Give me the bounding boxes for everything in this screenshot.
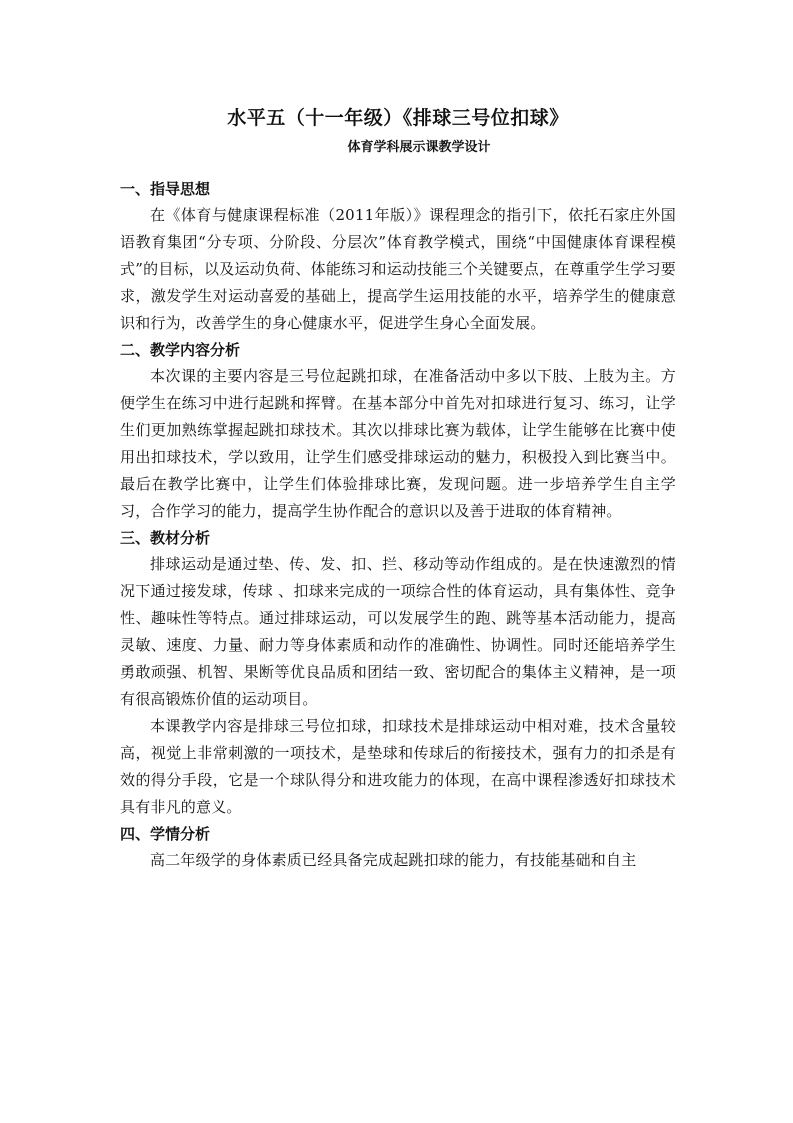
- paragraph: 在《体育与健康课程标准（2011年版）》课程理念的指引下，依托石家庄外国语教育集团“分专项、分阶段、分层次”体育教学模式，围绕“中国健康体育课程模式”的目标，以及运动负荷、体能练习和运动技能三个关键要点，在尊重学生学习要求，激发学生对运动喜爱的基础上，提高学生运用技能的水平，培养学生的健康意识和行为，改善学生的身心健康水平，促进学生身心全面发展。: [120, 206, 676, 332]
- paragraph: 本次课的主要内容是三号位起跳扣球，在准备活动中多以下肢、上肢为主。方便学生在练习中进行起跳和挥臂。在基本部分中首先对扣球进行复习、练习，让学生们更加熟练掌握起跳扣球技术。其次以排球比赛为载体，让学生能够在比赛中使用出扣球技术，学以致用，让学生们感受排球运动的魅力，积极投入到比赛当中。最后在教学比赛中，让学生们体验排球比赛，发现问题。进一步培养学生自主学习，合作学习的能力，提高学生协作配合的意识以及善于进取的体育精神。: [120, 367, 676, 520]
- paragraph: 本课教学内容是排球三号位扣球，扣球技术是排球运动中相对难，技术含量较高，视觉上非常刺激的一项技术，是垫球和传球后的衔接技术，强有力的扣杀是有效的得分手段，它是一个球队得分和进攻能力的体现，在高中课程渗透好扣球技术具有非凡的意义。: [120, 717, 676, 816]
- section-teaching-content-analysis: [120, 337, 676, 525]
- document-title: 水平五（十一年级）《排球三号位扣球》: [227, 107, 569, 129]
- section-student-analysis: [120, 821, 676, 874]
- section-guiding-ideology: [120, 176, 676, 337]
- paragraph: 排球运动是通过垫、传、发、扣、拦、移动等动作组成的。是在快速激烈的情况下通过接发球，传球 、扣球来完成的一项综合性的体育运动，具有集体性、竞争性、趣味性等特点。通过排球运动，可以发展学生的跑、跳等基本活动能力，提高灵敏、速度、力量、耐力等身体素质和动作的准确性、协调性。同时还能培养学生勇敢顽强、机智、果断等优良品质和团结一致、密切配合的集体主义精神，是一项有很高锻炼价值的运动项目。: [120, 555, 676, 708]
- document-page: [120, 104, 676, 874]
- section-heading: 一、指导思想: [120, 180, 211, 198]
- section-heading: 四、学情分析: [120, 825, 211, 843]
- document-subtitle: 体育学科展示课教学设计: [347, 140, 491, 155]
- section-textbook-analysis: [120, 525, 676, 821]
- section-heading: 二、教学内容分析: [120, 341, 241, 359]
- section-heading: 三、教材分析: [120, 529, 211, 547]
- paragraph: 高二年级学的身体素质已经具备完成起跳扣球的能力，有技能基础和自主: [150, 851, 637, 869]
